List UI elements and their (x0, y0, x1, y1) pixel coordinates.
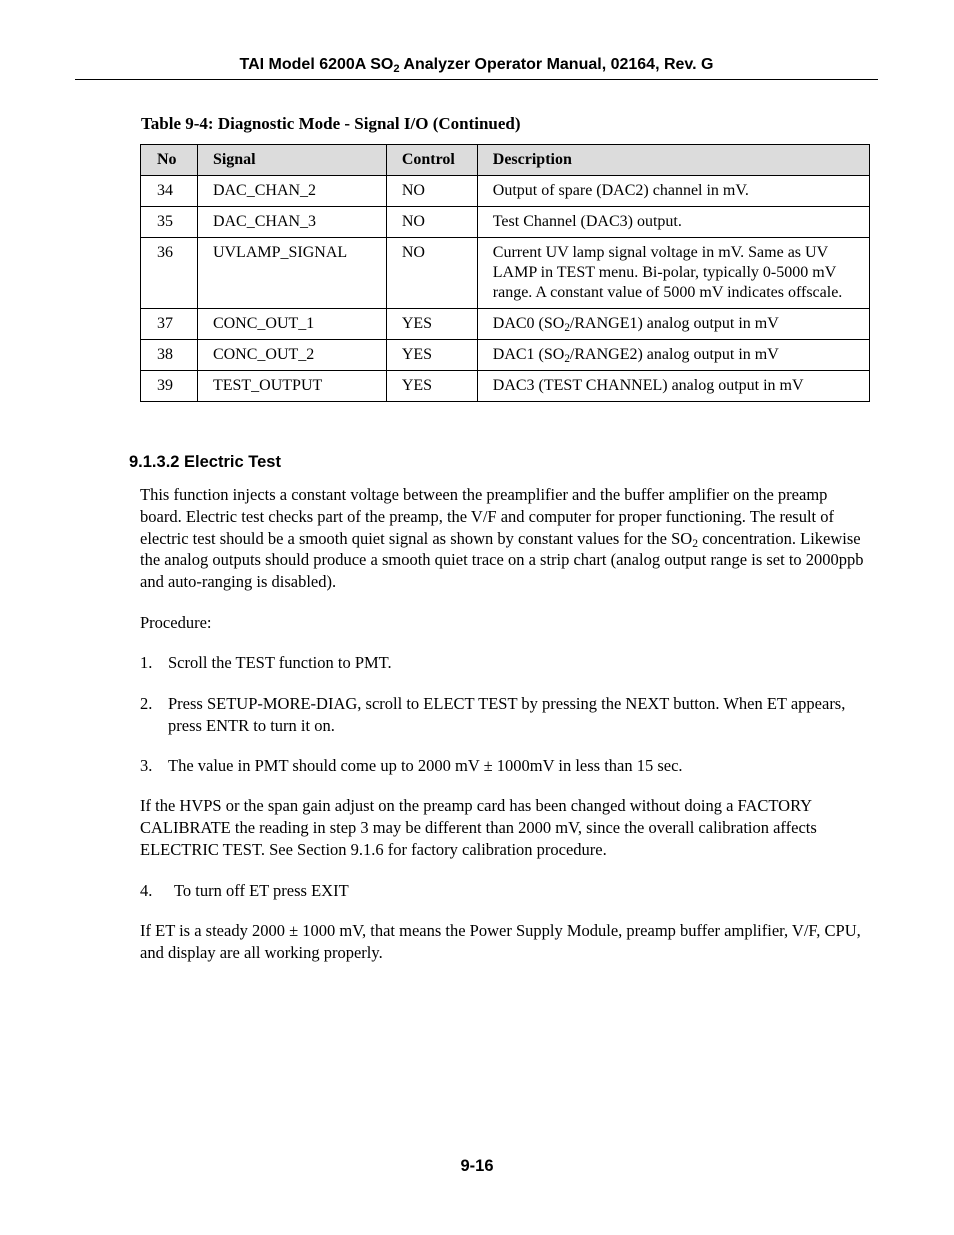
intro-subscript: 2 (692, 538, 698, 551)
calibration-note: If the HVPS or the span gain adjust on the preamp card has been changed without doing a FACTORY CALIBRATE the reading in step 3 may be different than 2000 mV, since the overall calibration affects ELECTRIC TEST. See Section 9.1.6 for factory calibration procedure. (140, 796, 817, 859)
step-number: 2. (140, 694, 153, 713)
step-number: 1. (140, 653, 153, 672)
procedure-label: Procedure: (140, 613, 212, 632)
cell-signal: UVLAMP_SIGNAL (197, 238, 386, 309)
cell-signal: DAC_CHAN_3 (197, 207, 386, 238)
list-item (140, 755, 870, 777)
list-item (140, 652, 870, 674)
cell-no: 34 (141, 176, 198, 207)
cell-control: YES (386, 340, 477, 371)
cell-control: YES (386, 309, 477, 340)
cell-control: NO (386, 207, 477, 238)
table-row (141, 340, 870, 371)
intro-text: concentration. Likewise the analog outputs should produce a smooth quiet trace on a strip chart (analog output range is set to 2000ppb and auto-ranging is disabled). (140, 528, 864, 592)
cell-no: 38 (141, 340, 198, 371)
cell-control: NO (386, 238, 477, 309)
section-heading: 9.1.3.2 Electric Test (129, 453, 281, 471)
cell-description (477, 309, 869, 340)
list-item (140, 880, 870, 902)
header-title-prefix: TAI Model 6200A SO (239, 56, 394, 73)
step-text: Press SETUP-MORE-DIAG, scroll to ELECT TEST by pressing the NEXT button. When ET appears, press ENTR to turn it on. (168, 694, 846, 735)
step-text: Scroll the TEST function to PMT. (168, 653, 392, 672)
cell-signal: CONC_OUT_2 (197, 340, 386, 371)
cell-description (477, 340, 869, 371)
cell-description: Output of spare (DAC2) channel in mV. (477, 176, 869, 207)
description-subscript: 2 (564, 353, 570, 366)
cell-description: Current UV lamp signal voltage in mV. Same as UV LAMP in TEST menu. Bi-polar, typically 0-5000 mV range. A constant value of 5000 mV indicates offscale. (477, 238, 869, 309)
cell-no: 37 (141, 309, 198, 340)
column-header-no: No (141, 145, 198, 176)
cell-signal: CONC_OUT_1 (197, 309, 386, 340)
step-number: 3. (140, 756, 153, 775)
cell-description: DAC3 (TEST CHANNEL) analog output in mV (477, 371, 869, 402)
cell-signal: DAC_CHAN_2 (197, 176, 386, 207)
page-header (75, 56, 878, 80)
cell-no: 36 (141, 238, 198, 309)
cell-control: YES (386, 371, 477, 402)
intro-text: This function injects a constant voltage between the preamplifier and the buffer amplifier on the preamp board. Electric test checks part of the preamp, the V/F and computer for proper functioning. The result of electric test should be a smooth quiet signal as shown by constant values for the SO (140, 485, 834, 548)
page-number: 9-16 (460, 1157, 494, 1175)
conclusion-paragraph: If ET is a steady 2000 ± 1000 mV, that means the Power Supply Module, preamp buffer amplifier, V/F, CPU, and display are all working properly. (140, 921, 861, 962)
description-text: /RANGE1) analog output in mV (569, 315, 779, 332)
column-header-signal: Signal (197, 145, 386, 176)
header-title-suffix: Analyzer Operator Manual, 02164, Rev. G (399, 56, 714, 73)
description-text: DAC1 (SO (492, 346, 565, 363)
table-row (141, 207, 870, 238)
intro-paragraph (140, 484, 870, 593)
column-header-control: Control (386, 145, 477, 176)
cell-no: 39 (141, 371, 198, 402)
table-row (141, 176, 870, 207)
cell-control: NO (386, 176, 477, 207)
description-text: DAC0 (SO (492, 315, 565, 332)
description-subscript: 2 (564, 322, 570, 335)
table-row (141, 238, 870, 309)
cell-description: Test Channel (DAC3) output. (477, 207, 869, 238)
cell-no: 35 (141, 207, 198, 238)
table-row (141, 371, 870, 402)
list-item (140, 693, 870, 737)
column-header-description: Description (477, 145, 869, 176)
table-header-row (141, 145, 870, 176)
step-text: To turn off ET press EXIT (174, 881, 349, 900)
header-title-subscript: 2 (393, 63, 400, 76)
step-text: The value in PMT should come up to 2000 mV ± 1000mV in less than 15 sec. (168, 756, 683, 775)
description-text: /RANGE2) analog output in mV (569, 346, 779, 363)
table-caption: Table 9-4: Diagnostic Mode - Signal I/O (Continued) (141, 114, 521, 133)
cell-signal: TEST_OUTPUT (197, 371, 386, 402)
step-number: 4. (140, 881, 153, 900)
signal-io-table (140, 144, 870, 402)
table-row (141, 309, 870, 340)
